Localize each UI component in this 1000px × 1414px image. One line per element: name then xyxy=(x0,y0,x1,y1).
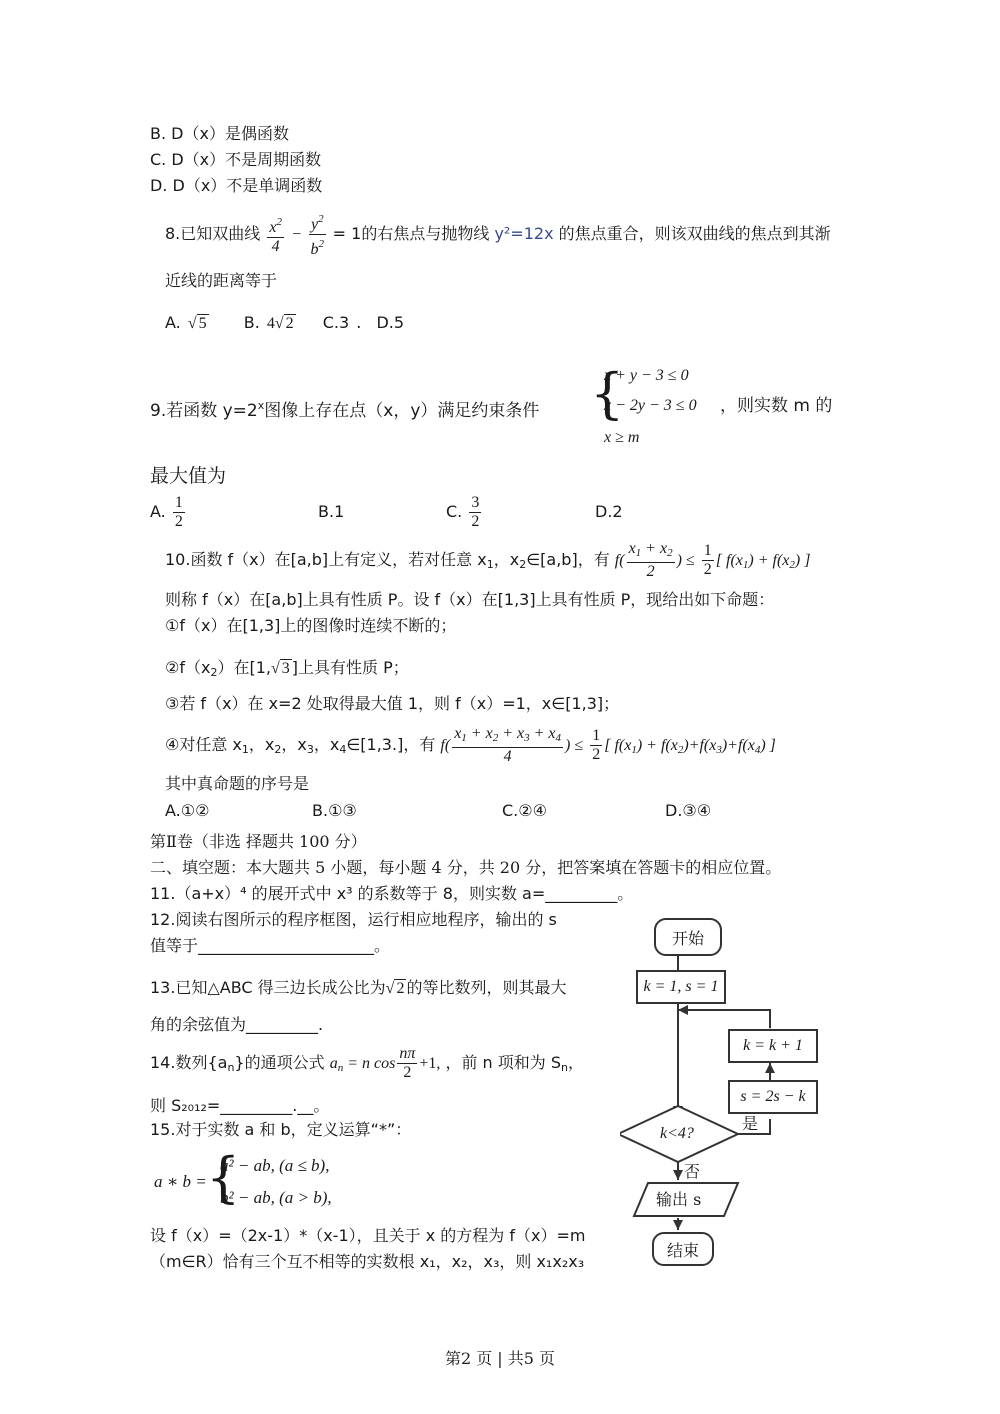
q7-option-c: C. D（x）不是周期函数 xyxy=(150,150,322,169)
q15-line1: 15.对于实数 a 和 b，定义运算“*”： xyxy=(150,1120,412,1139)
q10-line2: 则称 f（x）在[a,b]上具有性质 P。设 f（x）在[1,3]上具有性质 P，现给出如下命题： xyxy=(165,590,775,609)
q7-option-b: B. D（x）是偶函数 xyxy=(150,124,289,143)
q14-line1: 14.数列$\{a_n\}$的通项公式 $a_n = n$ cos $\frac{n\pi}{2}$ +1, ，前 n 项和为 $S_n$， xyxy=(150,1045,585,1081)
q8-fraction-y: $\frac{y^2}{b^2}$ xyxy=(309,210,326,259)
q13-line1: 13.已知△ABC 得三边长成公比为√ 2 的等比数列，则其最大 xyxy=(150,978,567,997)
flowchart-end: 结束 xyxy=(652,1232,714,1266)
flowchart-yes: 是 xyxy=(742,1114,759,1133)
flowchart-output: 输出 s xyxy=(656,1190,702,1209)
q10-option-a: A.①② xyxy=(165,801,210,820)
q10-item4: ④对任意 $x_1$，$x_2$，$x_3$，$x_4\in[1,3.]$，有 f( $\frac{x_1 + x_2 + x_3 + x_4}{4}$ ) ≤ $\frac{1}{2}$ [ $f(x_1) + f(x_2)+f(x_3)+f(x_4)$ ] xyxy=(165,725,776,765)
q15-case2: b² − ab, (a > b), xyxy=(220,1188,332,1207)
q14-line2: 则 S₂₀₁₂=_________.__。 xyxy=(150,1096,330,1115)
q10-option-d: D.③④ xyxy=(665,801,712,820)
q10-option-b: B.①③ xyxy=(312,801,357,820)
q10-option-c: C.②④ xyxy=(502,801,547,820)
q9-option-c-value: $\frac{3}{2}$ xyxy=(471,494,480,530)
q8-line2: 近线的距离等于 xyxy=(165,271,278,290)
q15-line-b: （m∈R）恰有三个互不相等的实数根 x₁，x₂，x₃，则 x₁x₂x₃ xyxy=(150,1252,585,1271)
q10-item1: ①f（x）在[1,3]上的图像时连续不断的； xyxy=(165,616,457,635)
flowchart-update: s = 2s − k xyxy=(728,1080,818,1114)
section-title: 第Ⅱ卷（非选 择题共 100 分） xyxy=(150,832,367,851)
q8-option-b-value: 4√ 2 xyxy=(266,315,294,332)
q9-brace: { xyxy=(590,362,625,425)
section-intro: 二、填空题：本大题共 5 小题，每小题 4 分，共 20 分，把答案填在答题卡的相应位置。 xyxy=(150,858,782,877)
q10-item2: $②f(x_2)$在[1,√ 3 ]上具有性质 P； xyxy=(165,658,409,679)
q15-case1: a² − ab, (a ≤ b), xyxy=(220,1156,330,1175)
q8-fraction-x: $\frac{x^2}{4}$ xyxy=(267,213,284,256)
q11-text: 11.（a+x）⁴ 的展开式中 x³ 的系数等于 8，则实数 a=_________。 xyxy=(150,884,634,903)
q9-line2: 最大值为 xyxy=(150,465,227,487)
q7-option-d: D. D（x）不是单调函数 xyxy=(150,176,323,195)
q8-stem: 8.已知双曲线 $\frac{x^2}{4}$ − $\frac{y^2}{b^2}$ = 1的右焦点与抛物线 y²=12x 的焦点重合，则该双曲线的焦点到其渐 xyxy=(165,210,831,259)
q9-constraint-1: x + y − 3 ≤ 0 xyxy=(604,367,689,384)
q10-ask: 其中真命题的序号是 xyxy=(165,774,310,793)
q9-constraint-2: x − 2y − 3 ≤ 0 xyxy=(604,397,697,414)
q15-line-a: 设 f（x）=（2x-1）*（x-1），且关于 x 的方程为 f（x）=m xyxy=(150,1226,586,1245)
q13-line2: 角的余弦值为_________. xyxy=(150,1015,324,1034)
flowchart-init: k = 1, s = 1 xyxy=(636,970,726,1004)
q8-options: A. √ 5 B. 4√ 2 C.3 . D.5 xyxy=(165,313,405,332)
q10-stem: 10.函数 f（x）在[a,b]上有定义，若对任意 $x_1$，$x_2\in[a,b]$，有 f( $\frac{x_1 + x_2}{2}$ ) ≤ $\frac{1}{2}$ [ $f(x_1) + f(x_2)$ ] xyxy=(165,540,811,580)
q15-operator: a ∗ b = xyxy=(154,1172,207,1191)
q12-line2: 值等于______________________。 xyxy=(150,936,391,955)
page-footer: 第2 页 | 共5 页 xyxy=(444,1349,556,1368)
q12-line1: 12.阅读右图所示的程序框图，运行相应地程序，输出的 s xyxy=(150,910,557,929)
q8-option-a-value: √ 5 xyxy=(187,315,207,332)
flowchart-increment: k = k + 1 xyxy=(728,1029,818,1063)
q9-tail: ，则实数 m 的 xyxy=(720,396,833,416)
q10-item3: ③若 f（x）在 x=2 处取得最大值 1，则 f（x）=1，x∈[1,3]； xyxy=(165,694,620,713)
flowchart-start: 开始 xyxy=(654,918,722,956)
q9-stem: 9.若函数 $y=2^x$图像上存在点（x，y）满足约束条件 xyxy=(150,399,540,421)
q9-options: A. $\frac{1}{2}$ B.1 C. $\frac{3}{2}$ D.2 xyxy=(150,494,623,530)
flowchart-condition: k<4? xyxy=(660,1125,694,1142)
q15-brace: { xyxy=(206,1146,241,1209)
q9-constraint-3: x ≥ m xyxy=(604,429,640,446)
flowchart-no: 否 xyxy=(684,1162,701,1181)
q9-option-a-value: $\frac{1}{2}$ xyxy=(174,494,183,530)
